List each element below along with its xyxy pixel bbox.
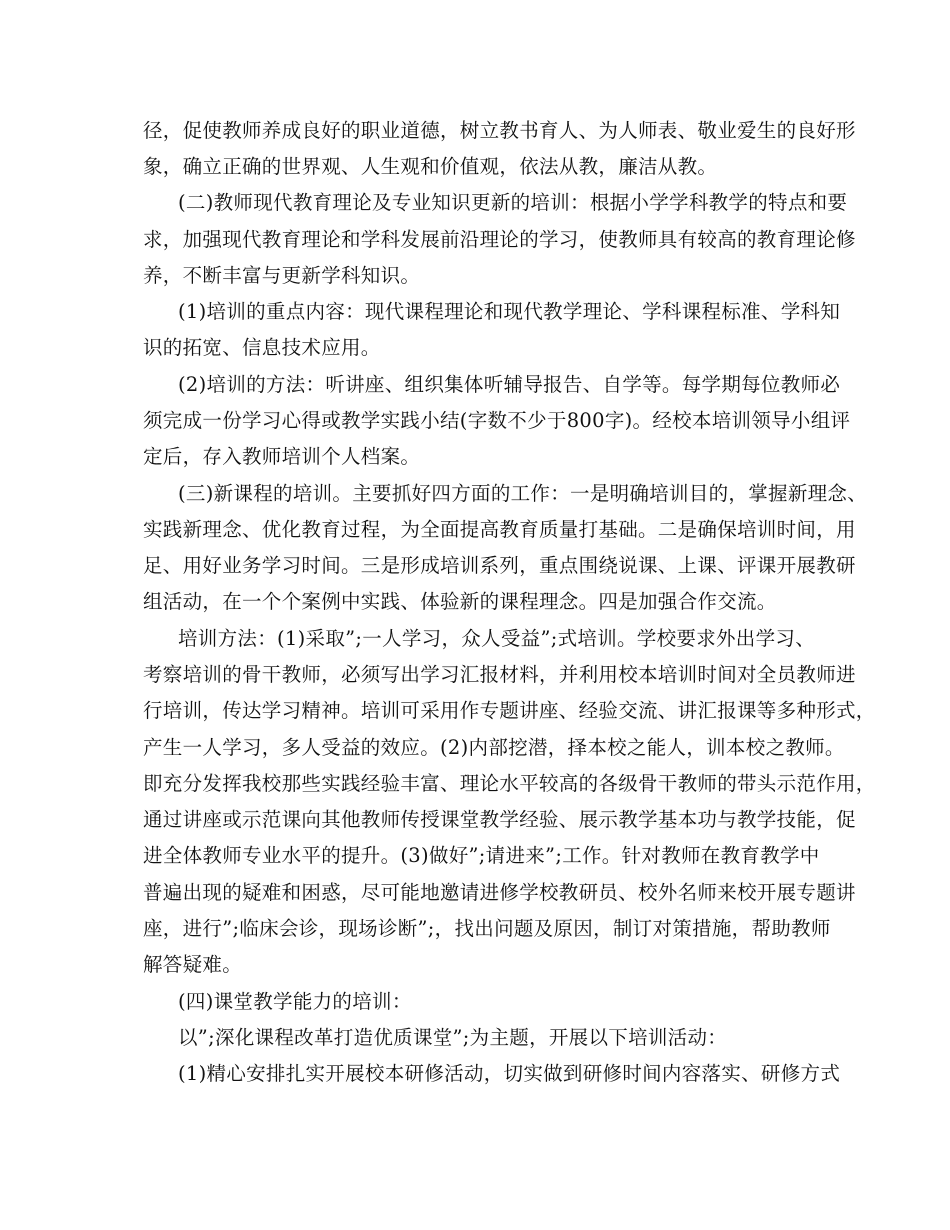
text-line: 定后，存入教师培训个人档案。 [143,445,421,468]
text-line: 以”;深化课程改革打造优质课堂”;为主题，开展以下培训活动： [178,1026,728,1049]
text-line: 象，确立正确的世界观、人生观和价值观，依法从教，廉洁从教。 [143,155,718,178]
text-line: (三)新课程的培训。主要抓好四方面的工作：一是明确培训目的，掌握新理念、 [178,482,868,505]
text-line: 解答疑难。 [143,953,243,976]
text-line: (二)教师现代教育理论及专业知识更新的培训：根据小学学科教学的特点和要 [178,191,848,214]
text-line: 考察培训的骨干教师，必须写出学习汇报材料，并利用校本培训时间对全员教师进 [143,663,856,686]
text-line: 组活动，在一个个案例中实践、体验新的课程理念。四是加强合作交流。 [143,590,777,613]
text-line: (1)精心安排扎实开展校本研修活动，切实做到研修时间内容落实、研修方式 [178,1062,841,1085]
text-line: 径，促使教师养成良好的职业道德，树立教书育人、为人师表、敬业爱生的良好形 [143,119,856,142]
text-line: 行培训，传达学习精神。培训可采用作专题讲座、经验交流、讲汇报课等多种形式， [143,699,876,722]
text-line: 养，不断丰富与更新学科知识。 [143,264,421,287]
text-line: 通过讲座或示范课向其他教师传授课堂教学经验、展示教学基本功与教学技能，促 [143,808,856,831]
text-line: 识的拓宽、信息技术应用。 [143,336,381,359]
text-line: 进全体教师专业水平的提升。(3)做好”;请进来”;工作。针对教师在教育教学中 [143,844,820,867]
text-line: 足、用好业务学习时间。三是形成培训系列，重点围绕说课、上课、评课开展教研 [143,554,856,577]
text-line: 即充分发挥我校那些实践经验丰富、理论水平较高的各级骨干教师的带头示范作用， [143,772,876,795]
text-line: 实践新理念、优化教育过程，为全面提高教育质量打基础。二是确保培训时间，用 [143,518,856,541]
text-line: (四)课堂教学能力的培训： [178,990,412,1013]
text-line: 须完成一份学习心得或教学实践小结(字数不少于800字)。经校本培训领导小组评 [143,409,851,432]
text-line: 产生一人学习，多人受益的效应。(2)内部挖潜，择本校之能人，训本校之教师。 [143,736,845,759]
text-line: (1)培训的重点内容：现代课程理论和现代教学理论、学科课程标准、学科知 [178,300,841,323]
text-line: 普遍出现的疑难和困惑，尽可能地邀请进修学校教研员、校外名师来校开展专题讲 [143,881,856,904]
text-line: 座，进行”;临床会诊，现场诊断”;，找出问题及原因，制订对策措施，帮助教师 [143,917,831,940]
text-line: (2)培训的方法：听讲座、组织集体听辅导报告、自学等。每学期每位教师必 [178,373,841,396]
text-line: 培训方法：(1)采取”;一人学习，众人受益”;式培训。学校要求外出学习、 [178,627,815,650]
text-line: 求，加强现代教育理论和学科发展前沿理论的学习，使教师具有较高的教育理论修 [143,228,856,251]
